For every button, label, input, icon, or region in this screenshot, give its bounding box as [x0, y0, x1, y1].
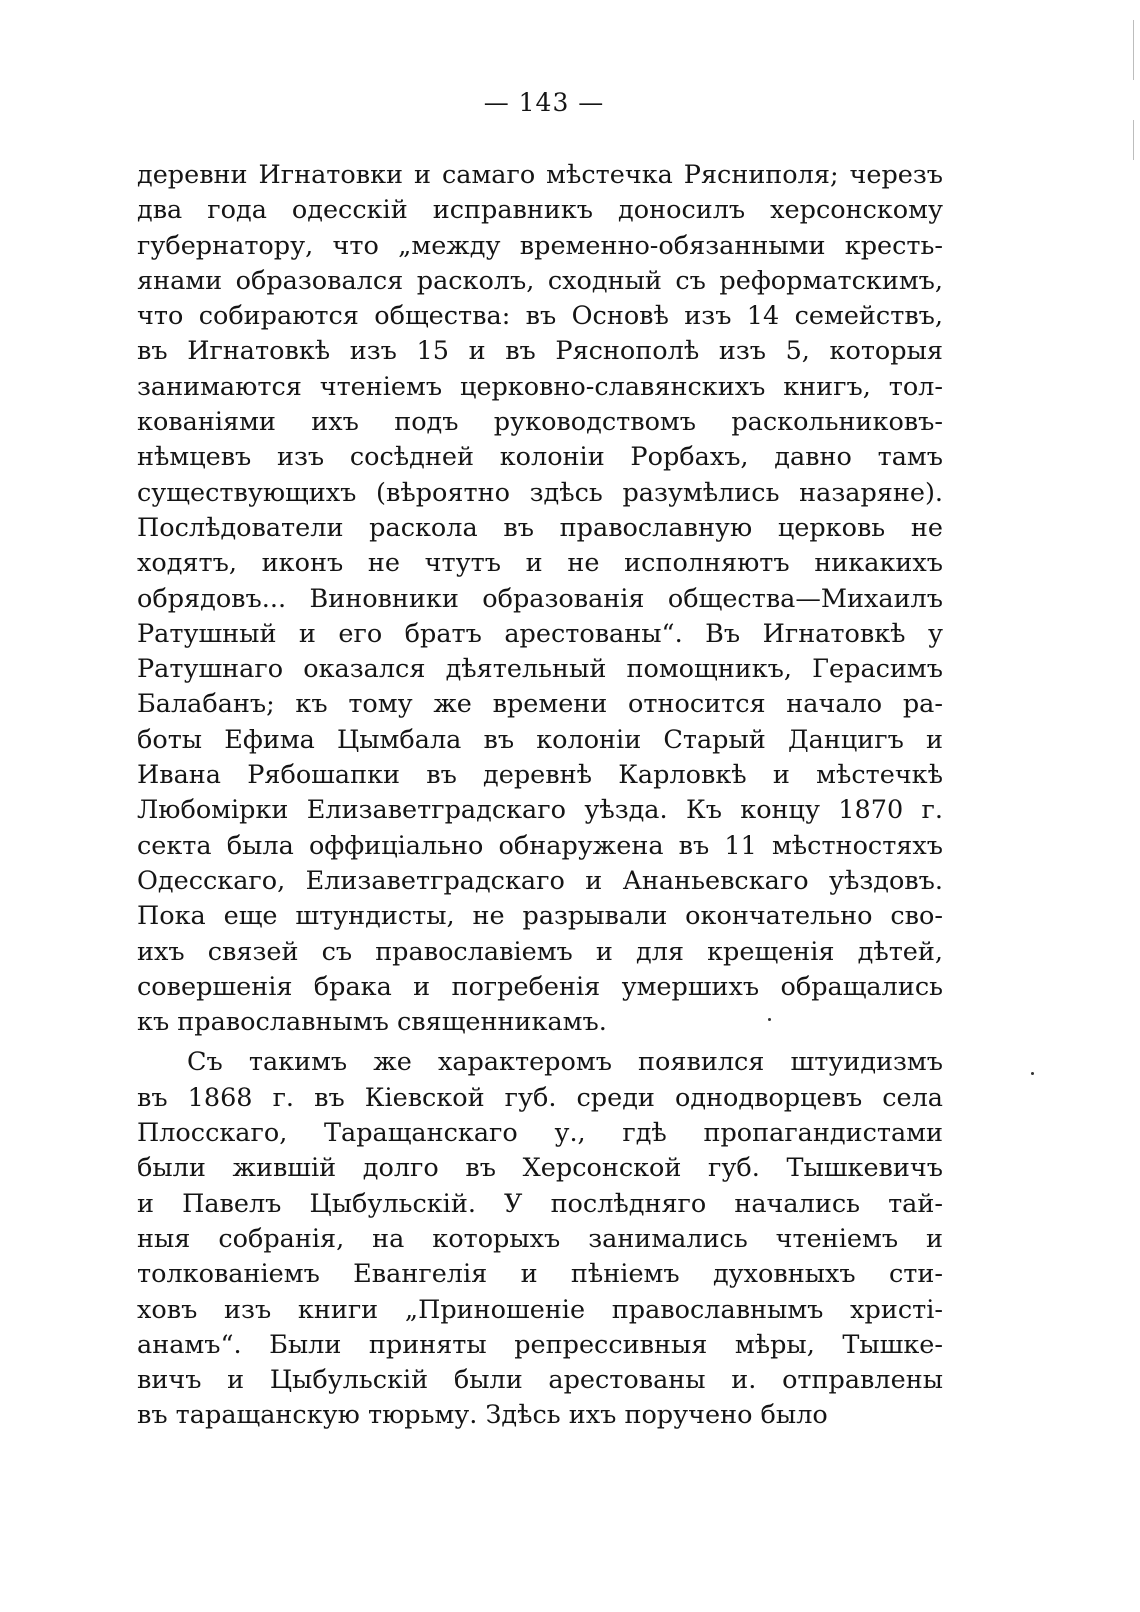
text-line: толкованіемъ Евангелія и пѣніемъ духовныхъ сти-: [137, 1259, 943, 1290]
text-line: въ Игнатовкѣ изъ 15 и въ Ряснополѣ изъ 5, которыя: [137, 336, 943, 367]
text-line: деревни Игнатовки и самаго мѣстечка Рясниполя; черезъ: [137, 160, 943, 190]
text-line: были жившій долго въ Херсонской губ. Тышкевичъ: [137, 1153, 943, 1184]
text-line: вичъ и Цыбульскій были арестованы и. отправлены: [137, 1365, 943, 1396]
text-line: совершенія брака и погребенія умершихъ обращались: [137, 971, 943, 1002]
text-line: Ратушный и его братъ арестованы“. Въ Игнатовкѣ у: [137, 618, 943, 649]
text-line: ихъ связей съ православіемъ и для крещенія дѣтей,: [137, 936, 943, 967]
text-line: боты Ефима Цымбала въ колоніи Старый Данцигъ и: [137, 724, 943, 755]
text-line: анамъ“. Были приняты репрессивныя мѣры, Тышке-: [137, 1329, 943, 1360]
body-text: [137, 158, 943, 1434]
scan-edge-mark: [1133, 20, 1134, 80]
text-line: секта была оффиціально обнаружена въ 11 мѣстностяхъ: [137, 830, 943, 861]
text-line: Пока еще штундисты, не разрывали окончательно сво-: [137, 901, 943, 932]
text-line: и Павелъ Цыбульскій. У послѣдняго начались тай-: [137, 1188, 943, 1219]
text-line: Любомірки Елизаветградскаго уѣзда. Къ концу 1870 г.: [137, 795, 943, 826]
text-line: Ивана Рябошапки въ деревнѣ Карловкѣ и мѣстечкѣ: [137, 760, 943, 791]
text-line: нѣмцевъ изъ сосѣдней колоніи Рорбахъ, давно тамъ: [137, 442, 943, 473]
text-line: занимаются чтеніемъ церковно-славянскихъ книгъ, тол-: [137, 371, 943, 402]
text-line: Съ такимъ же характеромъ появился штуидизмъ: [187, 1047, 943, 1078]
text-line: Ратушнаго оказался дѣятельный помощникъ, Герасимъ: [137, 654, 943, 685]
text-line: что собираются общества: въ Основѣ изъ 14 семействъ,: [137, 301, 943, 332]
text-line: ныя собранія, на которыхъ занимались чтеніемъ и: [137, 1223, 943, 1254]
text-line: ходятъ, иконъ не чтутъ и не исполняютъ никакихъ: [137, 548, 943, 579]
text-line: въ таращанскую тюрьму. Здѣсь ихъ поручено было: [137, 1400, 828, 1431]
text-line: въ 1868 г. въ Кіевской губ. среди однодворцевъ села: [137, 1082, 943, 1113]
text-line: существующихъ (вѣроятно здѣсь разумѣлись назаряне).: [137, 477, 943, 508]
page-number: — 143 —: [483, 88, 605, 117]
text-line: Послѣдователи раскола въ православную церковь не: [137, 512, 943, 543]
text-line: Балабанъ; къ тому же времени относится начало ра-: [137, 689, 943, 720]
text-line: Одесскаго, Елизаветградскаго и Ананьевскаго уѣздовъ.: [137, 865, 943, 896]
text-line: кованіями ихъ подъ руководствомъ раскольниковъ-: [137, 407, 943, 438]
scan-speck: [1031, 1072, 1034, 1075]
text-line: обрядовъ... Виновники образованія общества—Михаилъ: [137, 583, 943, 614]
paragraph-1: [137, 158, 943, 1040]
text-line: Плосскаго, Таращанскаго у., гдѣ пропагандистами: [137, 1118, 943, 1149]
paragraph-2: [137, 1045, 943, 1433]
text-line: два года одесскій исправникъ доносилъ херсонскому: [137, 195, 943, 226]
text-line: янами образовался расколъ, сходный съ реформатскимъ,: [137, 265, 943, 296]
text-line: къ православнымъ священникамъ.: [137, 1007, 607, 1038]
scan-speck: [768, 1018, 771, 1021]
scan-edge-mark: [1133, 120, 1134, 160]
text-line: ховъ изъ книги „Приношеніе православнымъ христі-: [137, 1294, 943, 1325]
text-line: губернатору, что „между временно-обязанными кресть-: [137, 230, 943, 261]
